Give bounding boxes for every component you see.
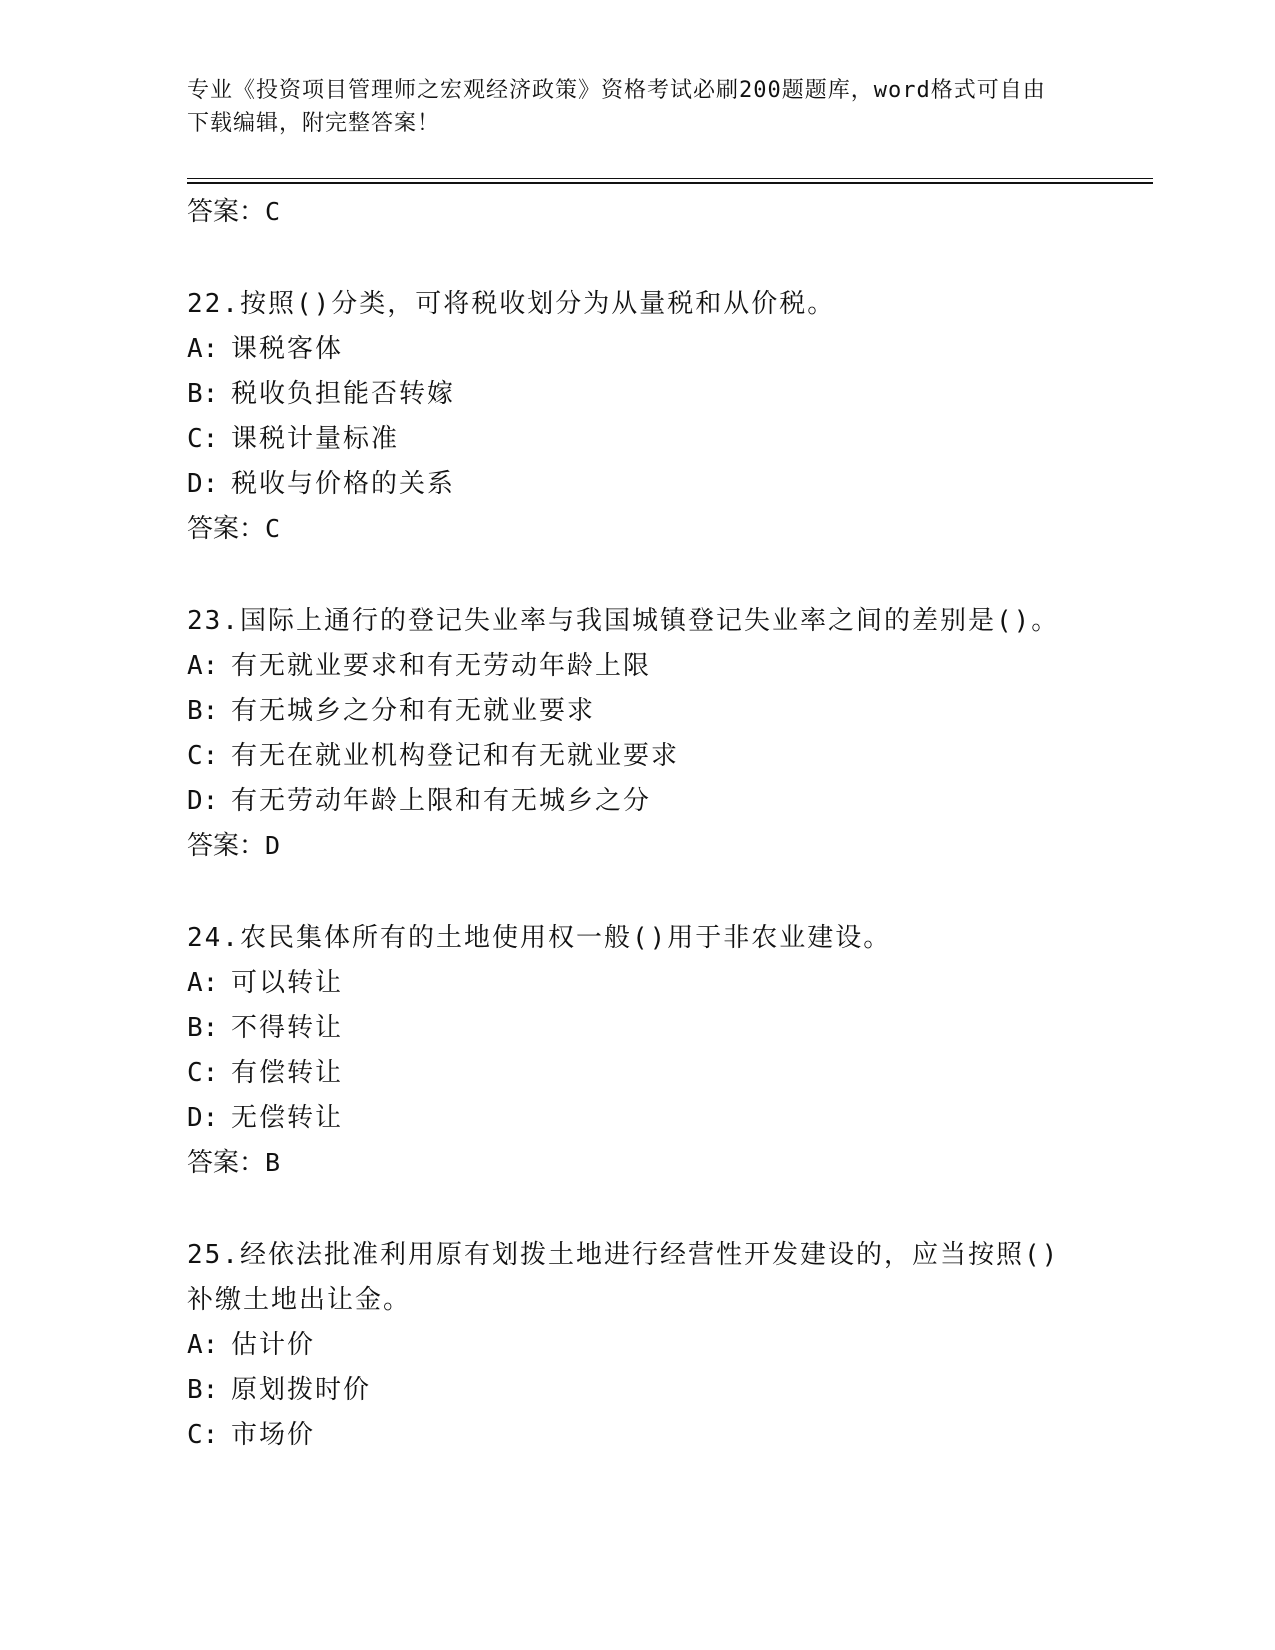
option-text: 有无劳动年龄上限和有无城乡之分 xyxy=(231,786,652,816)
option-text: 有无在就业机构登记和有无就业要求 xyxy=(231,741,680,771)
option-text: 有无就业要求和有无劳动年龄上限 xyxy=(231,651,652,681)
option-a xyxy=(187,1323,1087,1368)
question-text: 24.农民集体所有的土地使用权一般()用于非农业建设。 xyxy=(187,923,892,953)
option-d xyxy=(187,779,1087,824)
question-23 xyxy=(187,599,1087,868)
option-c xyxy=(187,1413,1087,1458)
option-letter: B: xyxy=(187,379,219,409)
answer-label: 答案： xyxy=(187,831,266,861)
option-text: 有偿转让 xyxy=(231,1058,344,1088)
option-letter: A: xyxy=(187,651,219,681)
question-22 xyxy=(187,282,1087,551)
header-divider-thin xyxy=(187,178,1153,179)
answer-label: 答案： xyxy=(187,197,266,227)
question-text: 23.国际上通行的登记失业率与我国城镇登记失业率之间的差别是()。 xyxy=(187,606,1060,636)
option-letter: C: xyxy=(187,1058,219,1088)
answer-value: B xyxy=(265,1148,281,1177)
answer-label: 答案： xyxy=(187,514,266,544)
option-b xyxy=(187,689,1087,734)
option-b xyxy=(187,1368,1087,1413)
option-c xyxy=(187,1051,1087,1096)
option-c xyxy=(187,734,1087,779)
option-text: 估计价 xyxy=(231,1330,316,1360)
option-text: 有无城乡之分和有无就业要求 xyxy=(231,696,596,726)
option-letter: A: xyxy=(187,1330,219,1360)
header-divider-thick xyxy=(187,182,1153,184)
option-text: 无偿转让 xyxy=(231,1103,344,1133)
option-a xyxy=(187,961,1087,1006)
option-text: 课税计量标准 xyxy=(231,424,400,454)
question-25 xyxy=(187,1233,1087,1458)
answer-value: C xyxy=(265,514,281,543)
question-text: 25.经依法批准利用原有划拨土地进行经营性开发建设的，应当按照()补缴土地出让金。 xyxy=(187,1240,1060,1315)
option-text: 市场价 xyxy=(231,1420,316,1450)
option-letter: C: xyxy=(187,424,219,454)
option-d xyxy=(187,1096,1087,1141)
option-letter: D: xyxy=(187,469,219,499)
option-text: 原划拨时价 xyxy=(231,1375,372,1405)
answer-value: D xyxy=(265,831,281,860)
option-b xyxy=(187,372,1087,417)
option-text: 可以转让 xyxy=(231,968,344,998)
answer-line xyxy=(187,824,1087,868)
option-letter: D: xyxy=(187,1103,219,1133)
question-text: 22.按照()分类，可将税收划分为从量税和从价税。 xyxy=(187,289,836,319)
option-letter: B: xyxy=(187,1375,219,1405)
answer-label: 答案： xyxy=(187,1148,266,1178)
option-letter: A: xyxy=(187,968,219,998)
option-a xyxy=(187,644,1087,689)
option-letter: D: xyxy=(187,786,219,816)
option-letter: C: xyxy=(187,1420,219,1450)
option-d xyxy=(187,462,1087,507)
option-text: 课税客体 xyxy=(231,334,344,364)
option-text: 税收负担能否转嫁 xyxy=(231,379,456,409)
answer-value: C xyxy=(265,197,281,226)
option-letter: B: xyxy=(187,696,219,726)
option-letter: C: xyxy=(187,741,219,771)
answer-line xyxy=(187,190,1087,234)
option-text: 不得转让 xyxy=(231,1013,344,1043)
option-letter: A: xyxy=(187,334,219,364)
answer-line xyxy=(187,507,1087,551)
document-header: 专业《投资项目管理师之宏观经济政策》资格考试必刷200题题库，word格式可自由下载编辑，附完整答案！ xyxy=(187,78,1046,136)
option-letter: B: xyxy=(187,1013,219,1043)
option-c xyxy=(187,417,1087,462)
question-content xyxy=(187,190,1087,1458)
option-text: 税收与价格的关系 xyxy=(231,469,456,499)
question-24 xyxy=(187,916,1087,1185)
option-a xyxy=(187,327,1087,372)
option-b xyxy=(187,1006,1087,1051)
answer-line xyxy=(187,1141,1087,1185)
